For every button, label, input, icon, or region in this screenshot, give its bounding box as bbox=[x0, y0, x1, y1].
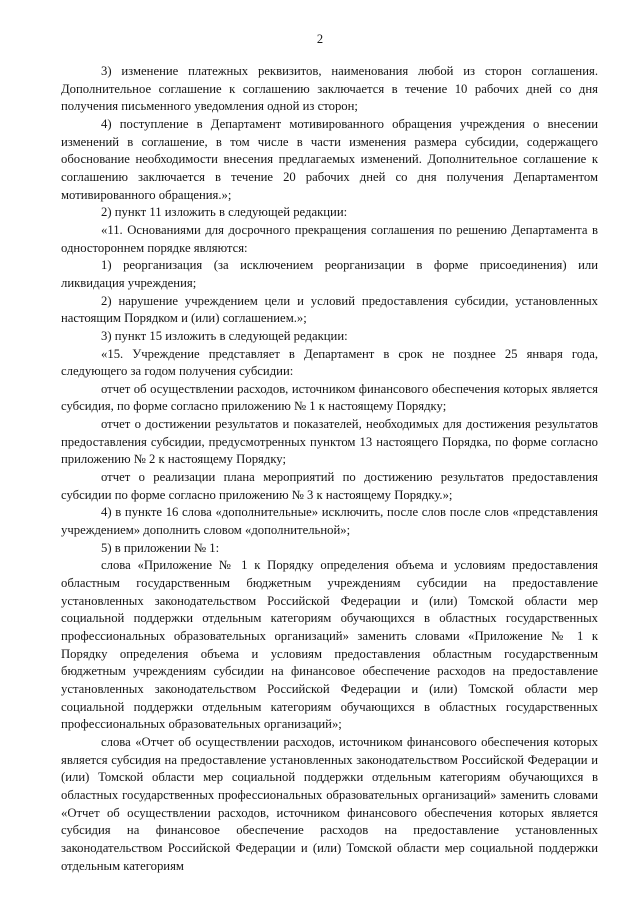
paragraph-results-report: отчет о достижении результатов и показателей, необходимых для достижения результатов предоставления субсидии, предусмотренных пунктом 13 настоящего Порядка, по форме согласно приложению № 2 к настоящему Порядку; bbox=[61, 417, 598, 467]
paragraph-appendix-1-title-replace: слова «Приложение № 1 к Порядку определения объема и условиям предоставления областным государственным бюджетным учреждениям субсидии на предоставление установленных законодательством Российской Федерации и (или) Томской области мер социальной поддержки отдельным категориям обучающихся в областных государственных профессиональных образовательных организаций» заменить словами «Приложение № 1 к Порядку определения объема и условиям предоставления областным государственным бюджетным учреждениям субсидии на финансовое обеспечение расходов на предоставление установленных законодательством Российской Федерации и (или) Томской области мер социальной поддержки отдельным категориям обучающихся в областных государственных профессиональных образовательных организаций»; bbox=[61, 558, 598, 732]
paragraph-plan-report: отчет о реализации плана мероприятий по достижению результатов предоставления субсидии по форме согласно приложению № 3 к настоящему Порядку.»; bbox=[61, 470, 598, 502]
paragraph-clause-15-amendment: 3) пункт 15 изложить в следующей редакции: bbox=[101, 328, 348, 343]
paragraph-clause-15-text: «15. Учреждение представляет в Департамент в срок не позднее 25 января года, следующего за годом получения субсидии: bbox=[61, 346, 598, 379]
paragraph-clause-16-amendment: 4) в пункте 16 слова «дополнительные» исключить, после слов после слов «представления учреждением» дополнить словом «дополнительной»; bbox=[61, 505, 598, 538]
paragraph-violation: 2) нарушение учреждением цели и условий предоставления субсидии, установленных настоящим Порядком и (или) соглашением.»; bbox=[61, 293, 598, 326]
paragraph-clause-11-text: «11. Основаниями для досрочного прекращения соглашения по решению Департамента в одностороннем порядке являются: bbox=[61, 222, 598, 255]
paragraph-reorganization: 1) реорганизация (за исключением реорганизации в форме присоединения) или ликвидация учреждения; bbox=[61, 258, 598, 290]
paragraph-clause-11-amendment: 2) пункт 11 изложить в следующей редакции: bbox=[101, 205, 348, 220]
paragraph-item-3-payment-details: 3) изменение платежных реквизитов, наименования любой из сторон соглашения. Дополнительное соглашение к соглашению заключается в течение 10 рабочих дней со дня получения письменного уведомления одной из сторон; bbox=[61, 64, 598, 114]
page-number: 2 bbox=[316, 32, 324, 46]
paragraph-expense-report: отчет об осуществлении расходов, источником финансового обеспечения которых является субсидия, по форме согласно приложению № 1 к настоящему Порядку; bbox=[61, 381, 598, 414]
paragraph-item-4-motivated-request: 4) поступление в Департамент мотивированного обращения учреждения о внесении изменений в соглашение, в том числе в части изменения размера субсидии, содержащего обоснование необходимости внесения предлагаемых изменений. Дополнительное соглашение к соглашению заключается в течение 20 рабочих дней со дня получения Департаментом мотивированного обращения.»; bbox=[61, 116, 598, 202]
paragraph-appendix-1-heading: 5) в приложении № 1: bbox=[101, 540, 220, 555]
paragraph-report-title-replace: слова «Отчет об осуществлении расходов, источником финансового обеспечения которых является субсидия на предоставление установленных законодательством Российской Федерации и (или) Томской области мер социальной поддержки отдельным категориям обучающихся в областных государственных профессиональных образовательных организаций» заменить словами «Отчет об осуществлении расходов, источником финансового обеспечения которых является субсидия на финансовое обеспечение расходов на предоставление установленных законодательством Российской Федерации и (или) Томской области мер социальной поддержки отдельным категориям bbox=[61, 734, 598, 873]
document-body bbox=[61, 63, 598, 875]
